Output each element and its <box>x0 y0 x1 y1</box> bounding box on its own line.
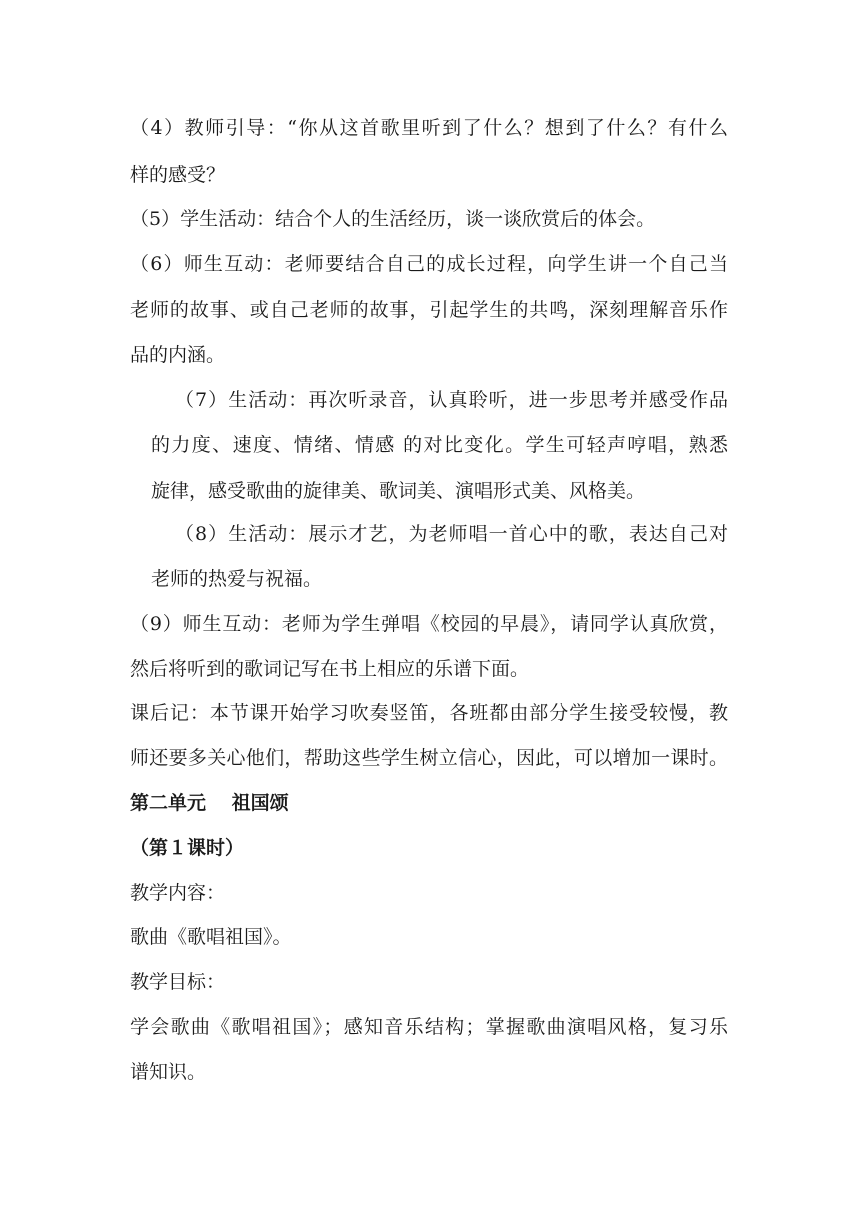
text-line-step6-cont1: 老师的故事、或自己老师的故事，引起学生的共鸣，深刻理解音乐作 <box>130 299 728 321</box>
text-line-step6-cont2: 品的内涵。 <box>130 344 226 366</box>
text-line-step9-cont: 然后将听到的歌词记写在书上相应的乐谱下面。 <box>130 658 530 680</box>
text-line-step9: （9）师生互动：老师为学生弹唱《校园的早晨》，请同学认真欣赏， <box>130 613 728 635</box>
text-line-afterclass-note-cont: 师还要多关心他们，帮助这些学生树立信心，因此，可以增加一课时。 <box>130 747 728 769</box>
text-line-step7-cont2: 旋律，感受歌曲的旋律美、歌词美、演唱形式美、风格美。 <box>151 480 646 502</box>
unit-heading: 第二单元 祖国颂 <box>130 792 289 814</box>
section-label-goals: 教学目标： <box>130 971 226 993</box>
lesson-heading: （第１课时） <box>130 837 245 859</box>
text-line-goals: 学会歌曲《歌唱祖国》；感知音乐结构；掌握歌曲演唱风格，复习乐 <box>130 1016 728 1038</box>
text-line-afterclass-note: 课后记：本节课开始学习吹奏竖笛，各班都由部分学生接受较慢，教 <box>130 702 728 724</box>
text-line-step4-cont: 样的感受？ <box>130 164 226 186</box>
text-line-step7-cont1: 的力度、速度、情绪、情感 的对比变化。学生可轻声哼唱，熟悉 <box>151 434 728 456</box>
section-label-content: 教学内容： <box>130 882 226 904</box>
text-line-step8-cont: 老师的热爱与祝福。 <box>151 568 323 590</box>
text-line-step8: （8）生活动：展示才艺，为老师唱一首心中的歌，表达自己对 <box>175 523 728 545</box>
text-line-goals-cont: 谱知识。 <box>130 1061 207 1083</box>
text-line-content: 歌曲《歌唱祖国》。 <box>130 926 292 948</box>
text-line-step6: （6）师生互动：老师要结合自己的成长过程，向学生讲一个自己当 <box>130 253 728 275</box>
text-line-step7: （7）生活动：再次听录音，认真聆听，进一步思考并感受作品 <box>175 389 728 411</box>
text-line-step5: （5）学生活动：结合个人的生活经历，谈一谈欣赏后的体会。 <box>130 208 656 230</box>
text-line-step4: （4）教师引导：“你从这首歌里听到了什么？想到了什么？有什么 <box>130 117 728 139</box>
